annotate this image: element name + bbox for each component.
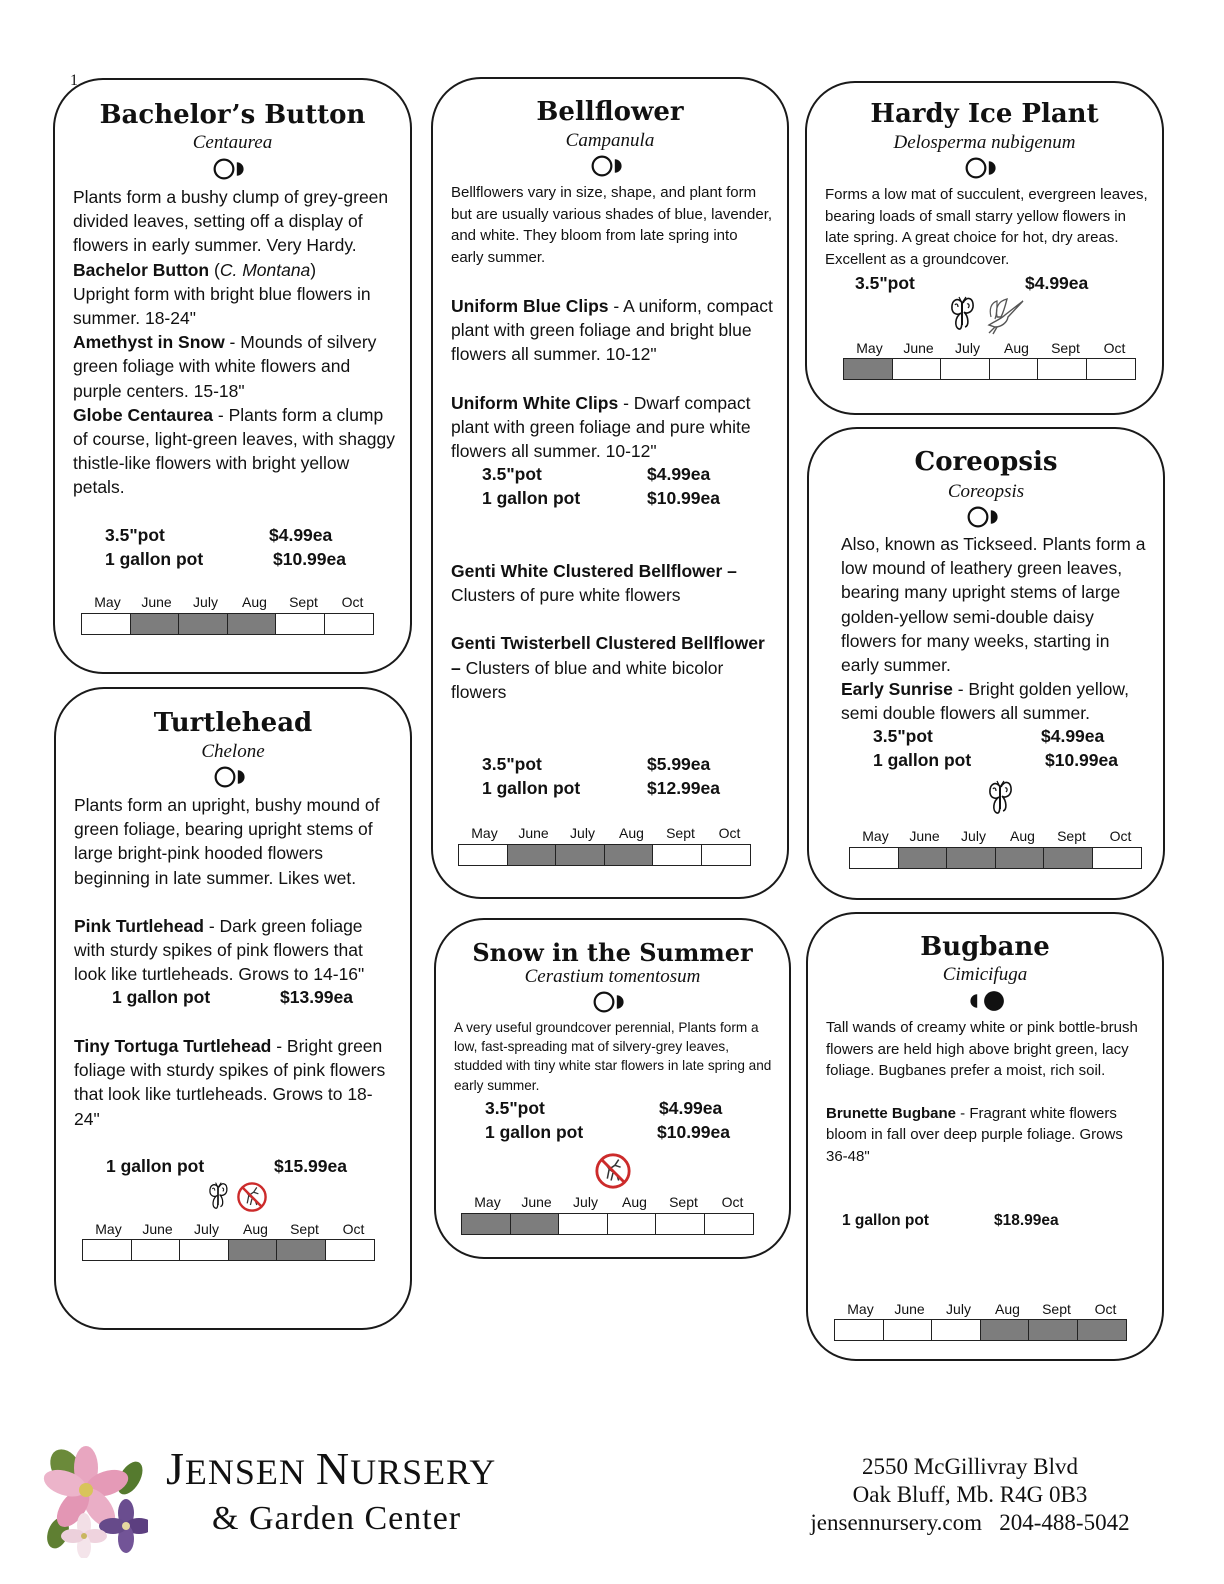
variety-desc: - Plants form a clump of course, light-green leaves, with shaggy thistle-like flowers with bright yellow petals. [73,404,395,498]
bloom-months [836,1301,1130,1317]
intro-text: Plants form a bushy clump of grey-green divided leaves, setting off a display of flowers in early summer. Very Hardy. [73,187,389,256]
card-bugbane [806,912,1164,1361]
bloom-cell-active [605,845,654,865]
price-row [873,750,1153,774]
contact-line [800,1509,1140,1537]
butterfly-icon [947,295,977,335]
sun-partsun-icon [55,158,410,180]
variety-name: Brunette Bugbane [826,1104,957,1122]
bloom-cell [83,1240,132,1260]
card-title: Coreopsis [914,447,1058,477]
name-part: URSERY [350,1452,497,1492]
variety-block [451,559,773,704]
price-row [482,754,762,778]
bloom-bar [82,1239,375,1261]
month-label: Aug [242,594,267,610]
bloom-cell-active [899,848,948,868]
card-title: Turtlehead [153,708,313,738]
month-label: Aug [622,1194,647,1210]
pot-price: $4.99ea [1025,273,1089,293]
pot-price: $10.99ea [1045,750,1118,770]
month-label: July [961,828,986,844]
bloom-cell [1093,848,1142,868]
bloom-cell [1087,359,1136,379]
price-row [485,1122,765,1146]
bloom-bar [458,844,751,866]
price-row [482,488,762,512]
pot-size: 1 gallon pot [105,549,204,569]
variety [73,330,396,403]
card-coreopsis [807,427,1165,900]
bloom-cell-active [996,848,1045,868]
bloom-cell [835,1320,884,1340]
bloom-cell [705,1214,754,1234]
bloom-cell [276,614,325,634]
card-latin-name: Delosperma nubigenum [893,132,1076,153]
card-latin-name: Coreopsis [947,481,1025,502]
card-latin-name: Cerastium tomentosum [524,966,701,987]
pot-size: 1 gallon pot [106,1156,205,1176]
pot-price: $12.99ea [647,778,720,798]
month-label: July [955,340,980,356]
butterfly-icon [985,779,1015,819]
bloom-bar [834,1319,1127,1341]
month-label: Oct [1109,828,1132,844]
variety-desc: - A uniform, compact plant with green foliage and bright blue flowers all summer. 10-12" [451,296,773,365]
bloom-cell-active [1078,1320,1127,1340]
variety-name-line [451,559,773,583]
deer-resistant-icon [236,1181,268,1213]
price-row [112,987,392,1011]
card-bachelors-button [53,78,412,674]
month-label: May [474,1194,501,1210]
pot-price: $15.99ea [274,1156,347,1176]
month-label: July [194,1221,219,1237]
month-label: Oct [341,594,364,610]
bloom-cell-active [508,845,557,865]
pot-size: 3.5"pot [482,754,542,774]
month-label: May [847,1301,874,1317]
intro-text: Also, known as Tickseed. Plants form a low mound of leathery green leaves, bearing many upright stems of large golden-yellow semi-double daisy flowers for many weeks, starting in early summer. [841,534,1146,676]
variety-block [74,1034,396,1131]
bloom-cell [132,1240,181,1260]
butterfly-icon [206,1181,230,1213]
bloom-bar [849,847,1142,869]
variety-block [451,294,773,463]
pot-price: $18.99ea [994,1212,1059,1229]
card-bellflower [431,77,789,899]
month-label: July [573,1194,598,1210]
pot-size: 1 gallon pot [873,750,972,770]
card-description [454,1018,775,1095]
variety-desc: - Bright golden yellow, semi double flowers all summer. [841,679,1129,724]
website-link[interactable]: jensennursery.com [810,1510,982,1535]
intro-text: Bellflowers vary in size, shape, and plant form but are usually various shades of blue, lavender, and white. They bloom from late spring into early summer. [451,184,773,266]
pot-price: $4.99ea [269,525,333,545]
month-label: May [471,825,498,841]
bloom-cell [656,1214,705,1234]
month-label: Oct [721,1194,744,1210]
bloom-cell-active [229,1240,278,1260]
bloom-months [463,1194,757,1210]
card-latin-name: Campanula [565,130,655,151]
month-label: June [142,1221,173,1237]
bloom-cell [559,1214,608,1234]
bloom-cell [82,614,131,634]
month-label: July [570,825,595,841]
address-line-2: Oak Bluff, Mb. R4G 0B3 [852,1482,1088,1507]
variety-desc: Clusters of pure white flowers [451,585,681,606]
card-title: Bugbane [920,932,1050,962]
deer-resistant-icon [594,1152,632,1190]
paren: ) [310,259,317,280]
bloom-cell [932,1320,981,1340]
variety [826,1103,1148,1168]
address-line-1: 2550 McGillivray Blvd [862,1454,1078,1479]
card-title: Bellflower [536,97,684,127]
card-latin-name: Centaurea [192,132,273,153]
variety-desc: - Mounds of silvery green foliage with white flowers and purple centers. 15-18" [73,332,377,401]
pot-size: 3.5"pot [485,1098,545,1118]
price-row [873,726,1153,750]
bloom-cell [884,1320,933,1340]
initial-n: N [315,1443,351,1494]
bloom-cell-active [228,614,277,634]
bloom-cell-active [844,359,893,379]
month-label: June [903,340,934,356]
pot-price: $10.99ea [273,549,346,569]
month-label: June [521,1194,552,1210]
month-label: July [193,594,218,610]
card-hardy-ice-plant [805,81,1164,415]
month-label: June [909,828,940,844]
card-description [73,185,396,500]
company-name [166,1442,496,1495]
bloom-months [851,828,1145,844]
bloom-cell [1038,359,1087,379]
sun-partsun-icon [436,991,789,1013]
card-description [74,793,396,986]
bloom-cell [459,845,508,865]
sun-partsun-icon [807,157,1162,179]
pot-size: 1 gallon pot [112,987,211,1007]
bloom-cell [990,359,1039,379]
variety-name: Pink Turtlehead [74,915,204,936]
bloom-bar [461,1213,754,1235]
card-snow-in-the-summer [434,918,791,1259]
price-row [482,464,762,488]
pot-price: $13.99ea [280,987,353,1007]
card-description [825,184,1148,270]
month-label: Oct [1094,1301,1117,1317]
card-description [826,1017,1148,1168]
bloom-bar [843,358,1136,380]
price-row [105,549,385,573]
intro-text: Tall wands of creamy white or pink bottle-brush flowers are held high above bright green, lacy foliage. Bugbanes prefer a moist, rich soil. [826,1019,1138,1080]
partshade-shade-icon [808,990,1162,1012]
pot-price: $10.99ea [657,1122,730,1142]
pot-price: $10.99ea [647,488,720,508]
month-label: May [95,1221,122,1237]
bloom-cell [180,1240,229,1260]
variety [73,258,396,282]
pot-price: $5.99ea [647,754,711,774]
card-title: Snow in the Summer [472,938,753,967]
card-title: Hardy Ice Plant [870,99,1099,129]
intro-text: A very useful groundcover perennial, Plants form a low, fast-spreading mat of silvery-grey leaves, studded with tiny white star flowers in late spring and early summer. [454,1020,772,1093]
variety-name: Early Sunrise [841,679,953,700]
variety-name: Uniform Blue Clips [451,296,609,316]
pot-price: $4.99ea [647,464,711,484]
variety [74,914,396,987]
initial-j: J [166,1443,185,1494]
variety [74,1034,396,1131]
pot-size: 1 gallon pot [485,1122,584,1142]
price-row [855,273,1135,297]
variety-name: Amethyst in Snow [73,332,225,353]
month-label: Oct [718,825,741,841]
intro-text: Plants form an upright, bushy mound of green foliage, bearing upright stems of large bright-pink hooded flowers beginning in late summer. Likes wet. [74,795,380,888]
price-row [106,1156,386,1180]
bloom-cell [941,359,990,379]
bloom-cell [702,845,751,865]
pot-size: 1 gallon pot [842,1212,929,1229]
variety-desc: Clusters of blue and white bicolor flowers [451,657,724,702]
card-description [841,532,1147,726]
month-label: Sept [1042,1301,1071,1317]
sun-partsun-icon [809,506,1163,528]
month-label: June [894,1301,925,1317]
card-latin-name: Cimicifuga [942,964,1028,985]
month-label: Aug [1010,828,1035,844]
month-label: Sept [290,1221,319,1237]
wildlife-icons [206,1181,268,1213]
pot-size: 3.5"pot [873,726,933,746]
hummingbird-icon [983,295,1027,335]
month-label: Sept [1057,828,1086,844]
variety-desc: - Fragrant white flowers bloom in fall over deep purple foliage. Grows 36-48" [826,1104,1123,1165]
wildlife-icons [985,779,1015,819]
flower-logo [38,1438,148,1558]
variety-name: Tiny Tortuga Turtlehead [74,1036,272,1056]
bloom-months [845,340,1139,356]
wildlife-icons [947,295,1027,335]
pot-size: 1 gallon pot [482,778,581,798]
month-label: Sept [1051,340,1080,356]
month-label: Aug [243,1221,268,1237]
variety-desc: - Dark green foliage with sturdy spikes of pink flowers that look like turtleheads. Grows to 14-16" [74,915,365,985]
variety [451,391,773,464]
bloom-months [460,825,754,841]
month-label: Sept [666,825,695,841]
card-latin-name: Chelone [201,741,265,762]
card-turtlehead [54,687,412,1330]
month-label: Aug [995,1301,1020,1317]
variety-name: Genti Twisterbell Clustered Bellflower – [451,633,765,678]
bloom-cell-active [947,848,996,868]
bloom-bar [81,613,374,635]
variety [451,631,773,704]
variety-desc: Upright form with bright blue flowers in summer. 18-24" [73,283,371,329]
bloom-cell [608,1214,657,1234]
pot-size: 3.5"pot [482,464,542,484]
page-mark: 1 [70,72,78,89]
variety-desc: - Dwarf compact plant with green foliage and pure white flowers all summer. 10-12" [451,392,751,462]
variety [841,677,1147,725]
pot-price: $4.99ea [1041,726,1105,746]
card-description [451,182,773,268]
variety-name: Uniform White Clips [451,392,619,413]
month-label: July [946,1301,971,1317]
bloom-cell [850,848,899,868]
bloom-cell [325,614,374,634]
bloom-cell-active [981,1320,1030,1340]
sun-partsun-icon [56,766,410,788]
paren: ( [209,259,220,280]
bloom-cell-active [462,1214,511,1234]
price-row [842,1212,1122,1236]
pot-size: 3.5"pot [105,525,165,545]
bloom-cell-active [179,614,228,634]
bloom-cell [893,359,942,379]
month-label: June [141,594,172,610]
month-label: May [862,828,889,844]
company-subtitle: & Garden Center [212,1500,462,1537]
bloom-cell-active [131,614,180,634]
variety-name: Genti White Clustered Bellflower – [451,561,737,581]
price-row [105,525,385,549]
variety-name: Globe Centaurea [73,404,214,425]
sun-partsun-icon [433,155,787,177]
pot-size: 1 gallon pot [482,488,581,508]
wildlife-icons [594,1152,632,1190]
month-label: Aug [619,825,644,841]
variety [451,294,773,367]
month-label: Sept [289,594,318,610]
price-row [482,778,762,802]
bloom-months [84,1221,378,1237]
variety [73,403,396,500]
month-label: Oct [342,1221,365,1237]
intro-text: Forms a low mat of succulent, evergreen leaves, bearing loads of small starry yellow flowers in late spring. A great choice for hot, dry areas. Excellent as a groundcover. [825,186,1148,268]
month-label: June [518,825,549,841]
bloom-cell [326,1240,375,1260]
bloom-cell-active [511,1214,560,1234]
price-row [485,1098,765,1122]
variety-latin: C. Montana [219,259,311,280]
card-title: Bachelor’s Button [99,100,366,130]
pot-price: $4.99ea [659,1098,723,1118]
phone-number: 204-488-5042 [999,1510,1130,1535]
month-label: Oct [1103,340,1126,356]
month-label: May [94,594,121,610]
variety-desc: - Bright green foliage with sturdy spikes of pink flowers that look like turtleheads. Grows to 18-24" [74,1036,386,1129]
bloom-cell-active [1029,1320,1078,1340]
month-label: Sept [669,1194,698,1210]
pot-size: 3.5"pot [855,273,915,293]
bloom-cell-active [1044,848,1093,868]
bloom-cell [653,845,702,865]
bloom-cell-active [556,845,605,865]
name-part: ENSEN [184,1452,316,1492]
bloom-months [83,594,377,610]
bloom-cell-active [277,1240,326,1260]
month-label: Aug [1004,340,1029,356]
variety-name: Bachelor Button [73,259,210,280]
address-block [800,1453,1140,1537]
month-label: May [856,340,883,356]
